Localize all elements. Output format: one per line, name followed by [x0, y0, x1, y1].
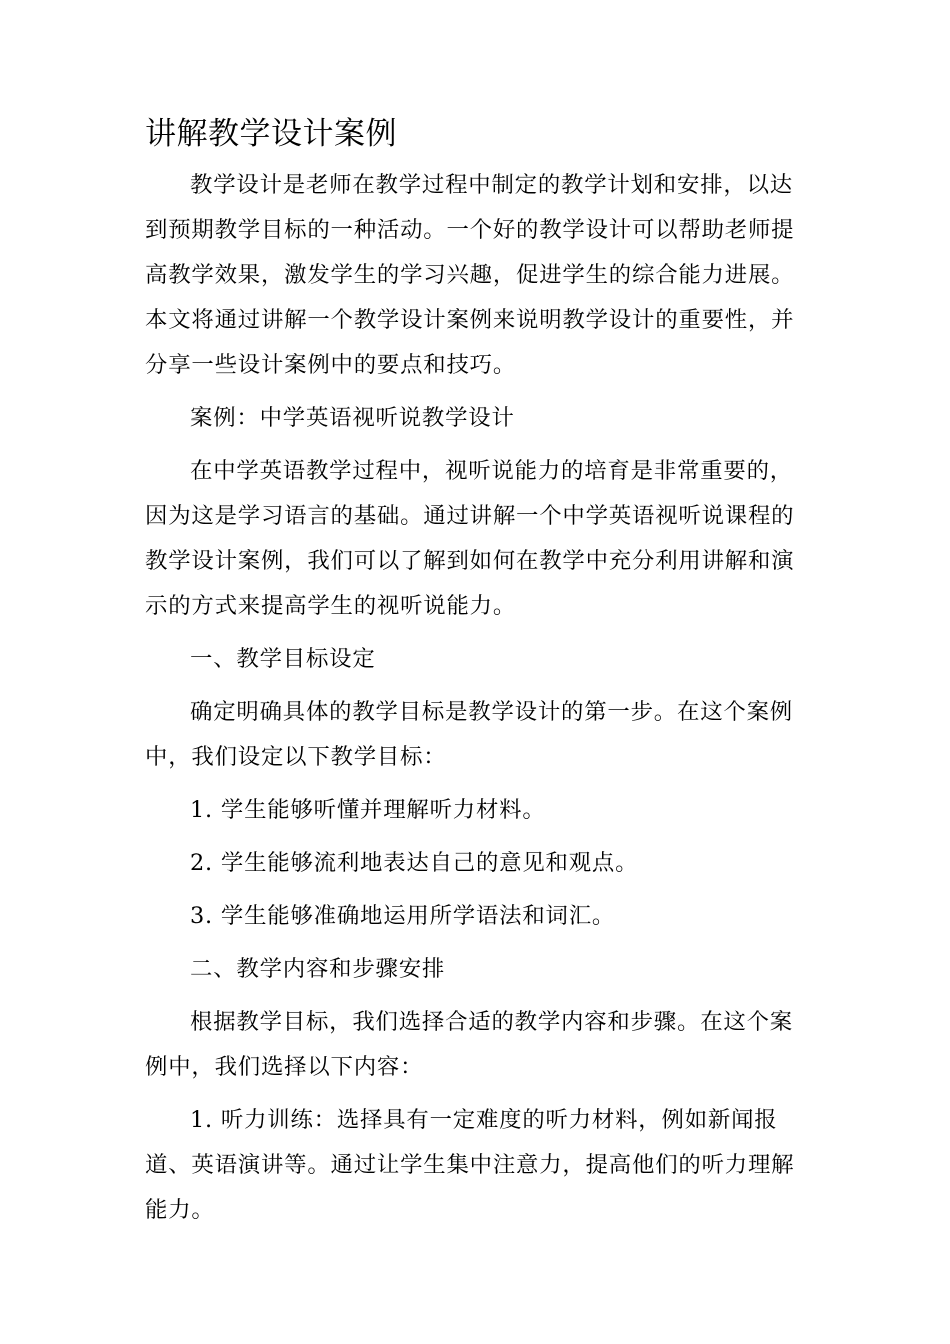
section-heading-goals: 一、教学目标设定 [190, 646, 376, 672]
paragraph-goals-intro: 确定明确具体的教学目标是教学设计的第一步。在这个案例中，我们设定以下教学目标： [145, 699, 793, 770]
goal-item-3: 3. 学生能够准确地运用所学语法和词汇。 [190, 903, 616, 929]
paragraph-content-intro: 根据教学目标，我们选择合适的教学内容和步骤。在这个案例中，我们选择以下内容： [145, 1009, 793, 1080]
content-item-1: 1. 听力训练：选择具有一定难度的听力材料，例如新闻报道、英语演讲等。通过让学生集中注意力，提高他们的听力理解能力。 [145, 1107, 795, 1223]
document-title: 讲解教学设计案例 [145, 116, 397, 152]
goal-item-1: 1. 学生能够听懂并理解听力材料。 [190, 797, 546, 823]
goal-item-2: 2. 学生能够流利地表达自己的意见和观点。 [190, 850, 639, 876]
paragraph-case-description: 在中学英语教学过程中，视听说能力的培育是非常重要的，因为这是学习语言的基础。通过讲解一个中学英语视听说课程的教学设计案例，我们可以了解到如何在教学中充分利用讲解和演示的方式来提高学生的视听说能力。 [145, 458, 795, 619]
paragraph-intro: 教学设计是老师在教学过程中制定的教学计划和安排，以达到预期教学目标的一种活动。一个好的教学设计可以帮助老师提高教学效果，激发学生的学习兴趣，促进学生的综合能力进展。本文将通过讲解一个教学设计案例来说明教学设计的重要性，并分享一些设计案例中的要点和技巧。 [145, 172, 795, 378]
document-body [145, 163, 813, 1241]
section-heading-content: 二、教学内容和步骤安排 [190, 956, 446, 982]
paragraph-case-heading: 案例：中学英语视听说教学设计 [190, 405, 515, 431]
